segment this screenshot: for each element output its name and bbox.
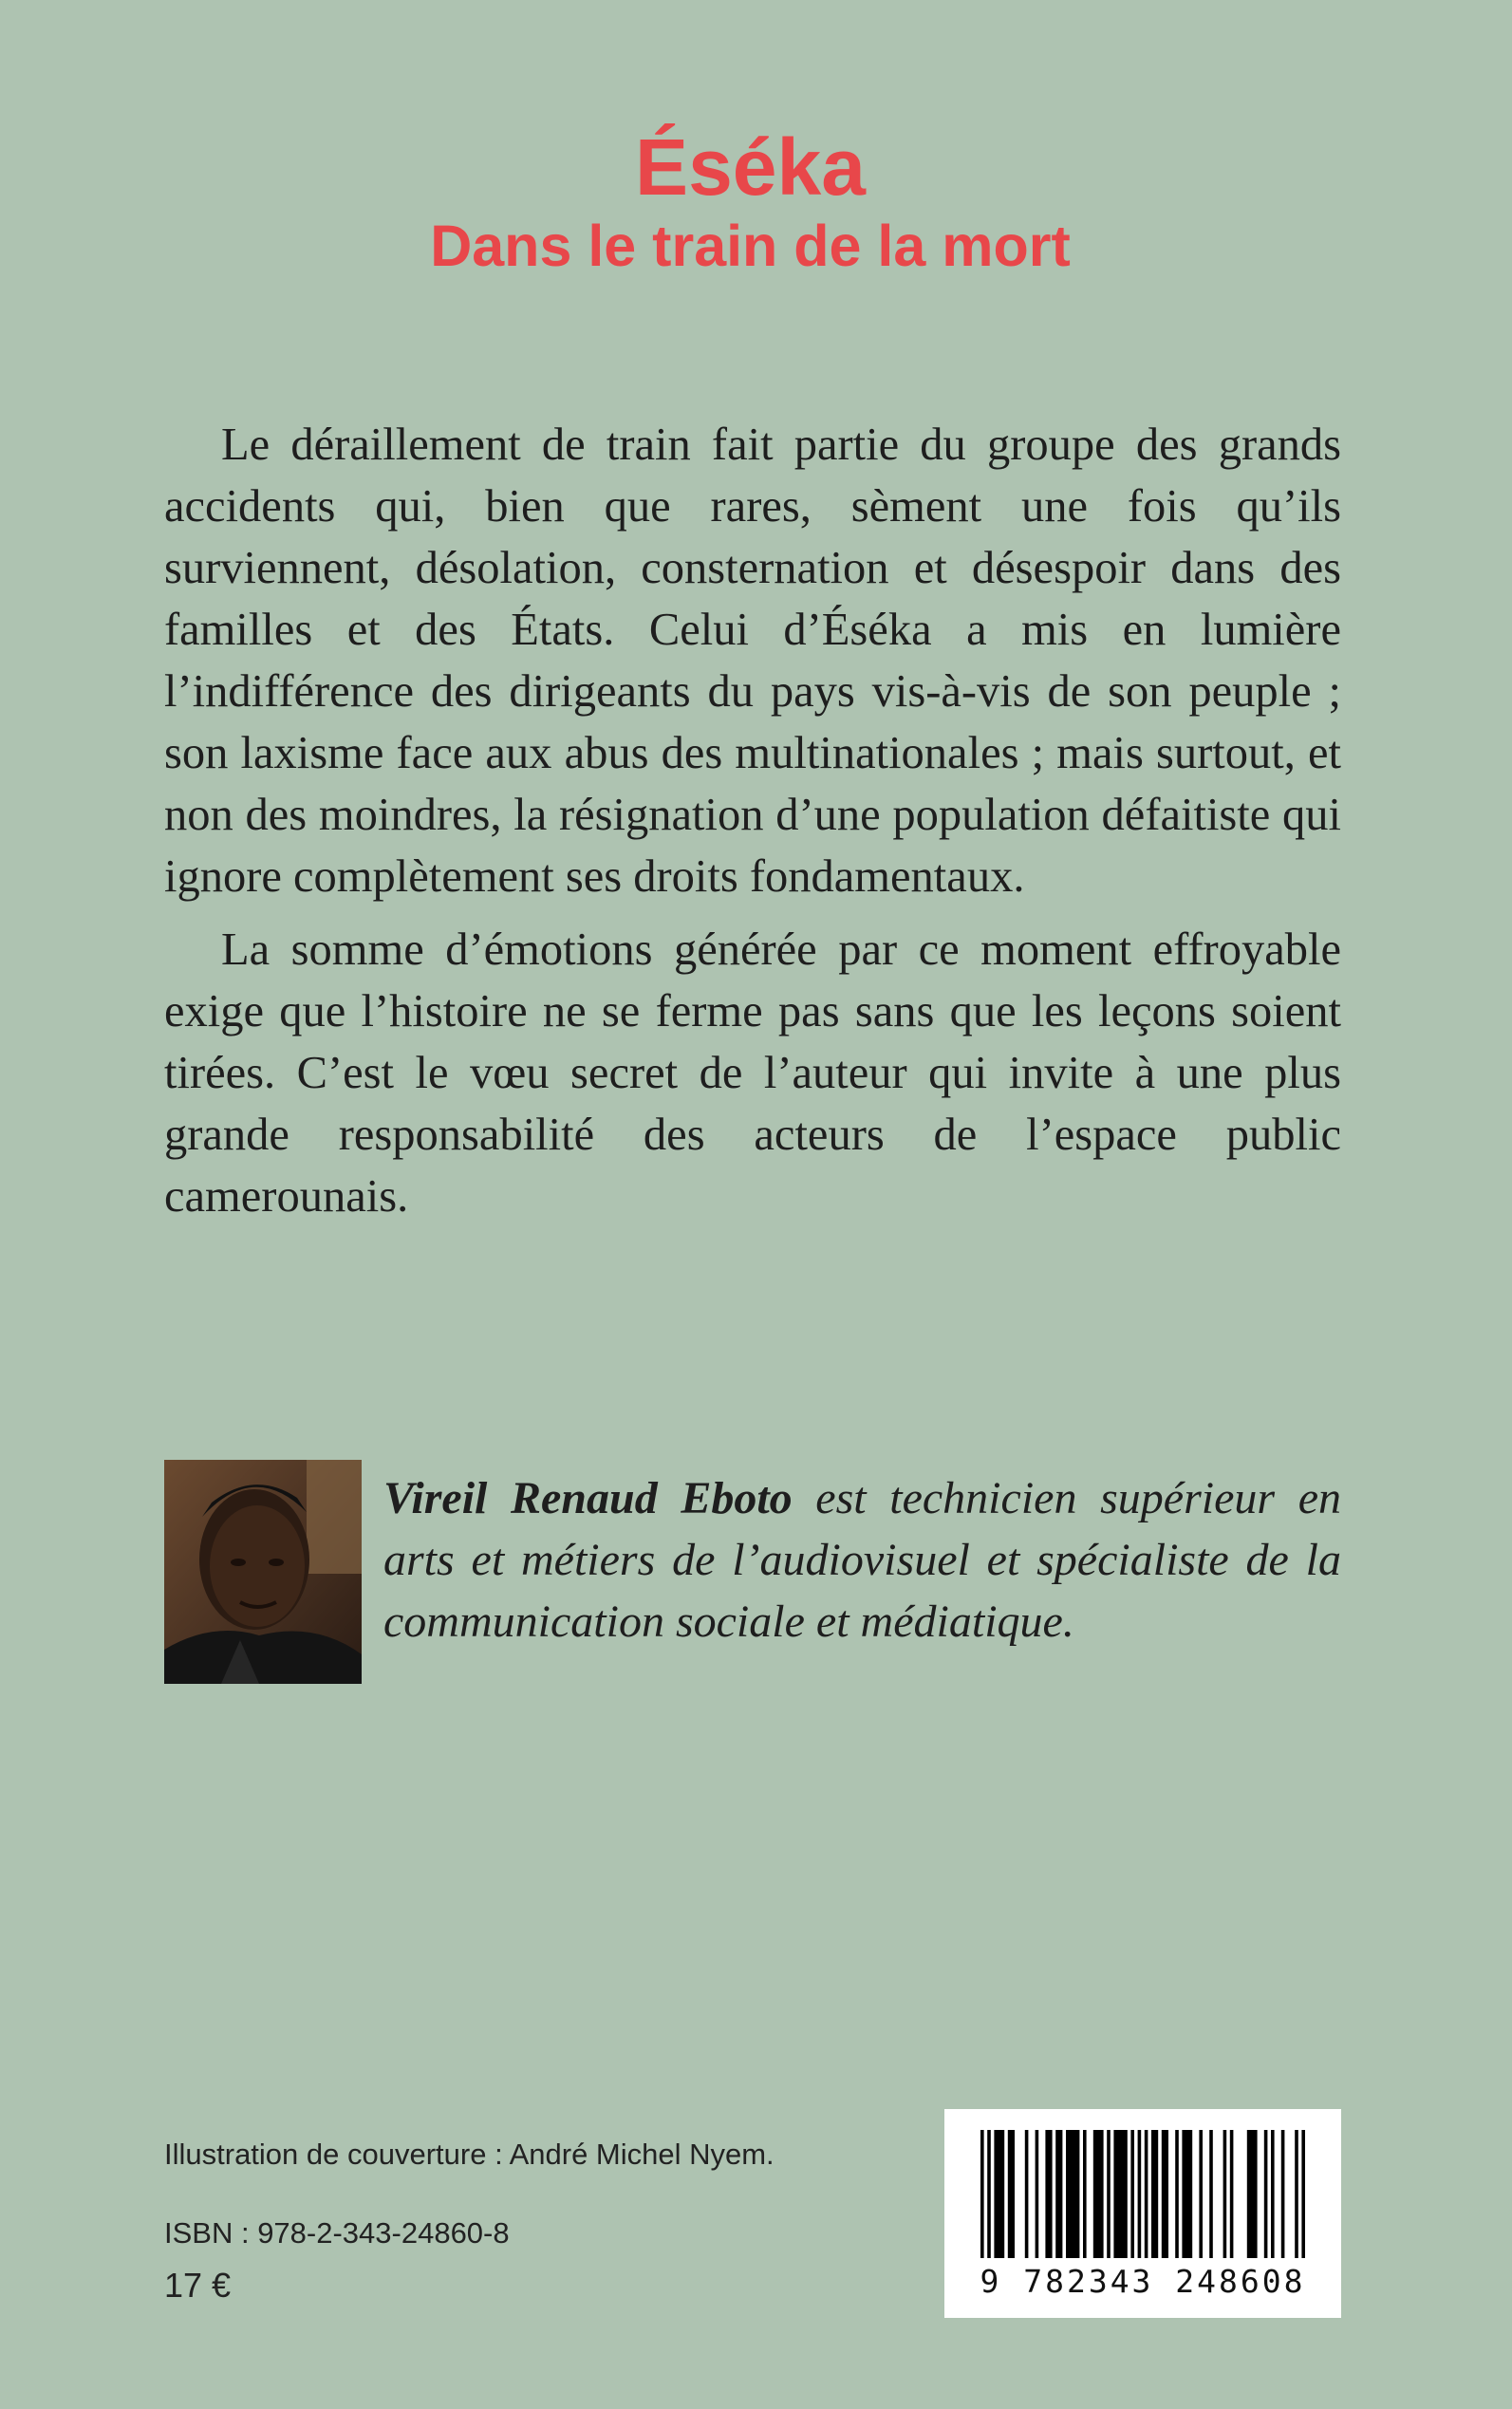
barcode-bar (1223, 2130, 1227, 2258)
barcode-bar (1209, 2130, 1213, 2258)
barcode-bar (1281, 2130, 1285, 2258)
book-title: Éséka (635, 122, 866, 212)
barcode-bar (1145, 2130, 1148, 2258)
barcode-bar (1008, 2130, 1015, 2258)
barcode-bar (1247, 2130, 1258, 2258)
author-bio (383, 1467, 1341, 1653)
barcode-bar (1162, 2130, 1168, 2258)
barcode-bars (980, 2130, 1305, 2258)
isbn: ISBN : 978-2-343-24860-8 (164, 2216, 510, 2250)
barcode-bar (1271, 2130, 1275, 2258)
book-subtitle: Dans le train de la mort (430, 214, 1071, 278)
barcode-bar (1175, 2130, 1179, 2258)
barcode-bar (1199, 2130, 1203, 2258)
back-cover-blurb (164, 414, 1341, 1239)
barcode-bar (1151, 2130, 1158, 2258)
barcode-bar (1301, 2130, 1305, 2258)
barcode-digits: 9 782343 248608 (980, 2263, 1306, 2300)
blurb-paragraph-1: Le déraillement de train fait partie du groupe des grands accidents qui, bien que rares, sèment une fois qu’ils surviennent, désolation, consternation et désespoir dans des familles et des États. Celui d’Éséka a mis en lumière l’indifférence des dirigeants du pays vis-à-vis de son peuple ; son laxisme face aux abus des multinationales ; mais surtout, et non des moindres, la résignation d’une population défaitiste qui ignore complètement ses droits fondamentaux. (164, 420, 1341, 902)
author-portrait-image (164, 1460, 362, 1684)
author-photo (164, 1460, 362, 1684)
blurb-paragraph-2: La somme d’émotions générée par ce moment effroyable exige que l’histoire ne se ferme pas sans que les leçons soient tirées. C’est le vœu secret de l’auteur qui invite à une plus grande responsabilité des acteurs de l’espace public camerounais. (164, 924, 1341, 1222)
barcode-bar (1138, 2130, 1142, 2258)
barcode-bar (1036, 2130, 1039, 2258)
barcode-bar (1066, 2130, 1079, 2258)
author-bio-text: est technicien supérieur en arts et métiers de l’audiovisuel et spécialiste de la communication sociale et médiatique. (383, 1473, 1341, 1647)
barcode-bar (1295, 2130, 1298, 2258)
barcode-bar (1083, 2130, 1087, 2258)
price: 17 € (164, 2266, 232, 2305)
cover-illustration-credit: Illustration de couverture : André Michel Nyem. (164, 2138, 775, 2171)
author-name: Vireil Renaud Eboto (383, 1473, 793, 1523)
barcode-bar (994, 2130, 1004, 2258)
barcode-bar (1182, 2130, 1192, 2258)
barcode-bar (1230, 2130, 1234, 2258)
barcode-bar (1093, 2130, 1104, 2258)
barcode-bar (1045, 2130, 1052, 2258)
barcode-bar (987, 2130, 991, 2258)
barcode-bar (1107, 2130, 1111, 2258)
barcode-bar (1113, 2130, 1127, 2258)
barcode-bar (1264, 2130, 1268, 2258)
barcode-bar (1130, 2130, 1134, 2258)
barcode (944, 2109, 1341, 2318)
barcode-bar (980, 2130, 984, 2258)
barcode-bar (1055, 2130, 1062, 2258)
barcode-bar (1025, 2130, 1029, 2258)
title-block (0, 121, 1512, 279)
